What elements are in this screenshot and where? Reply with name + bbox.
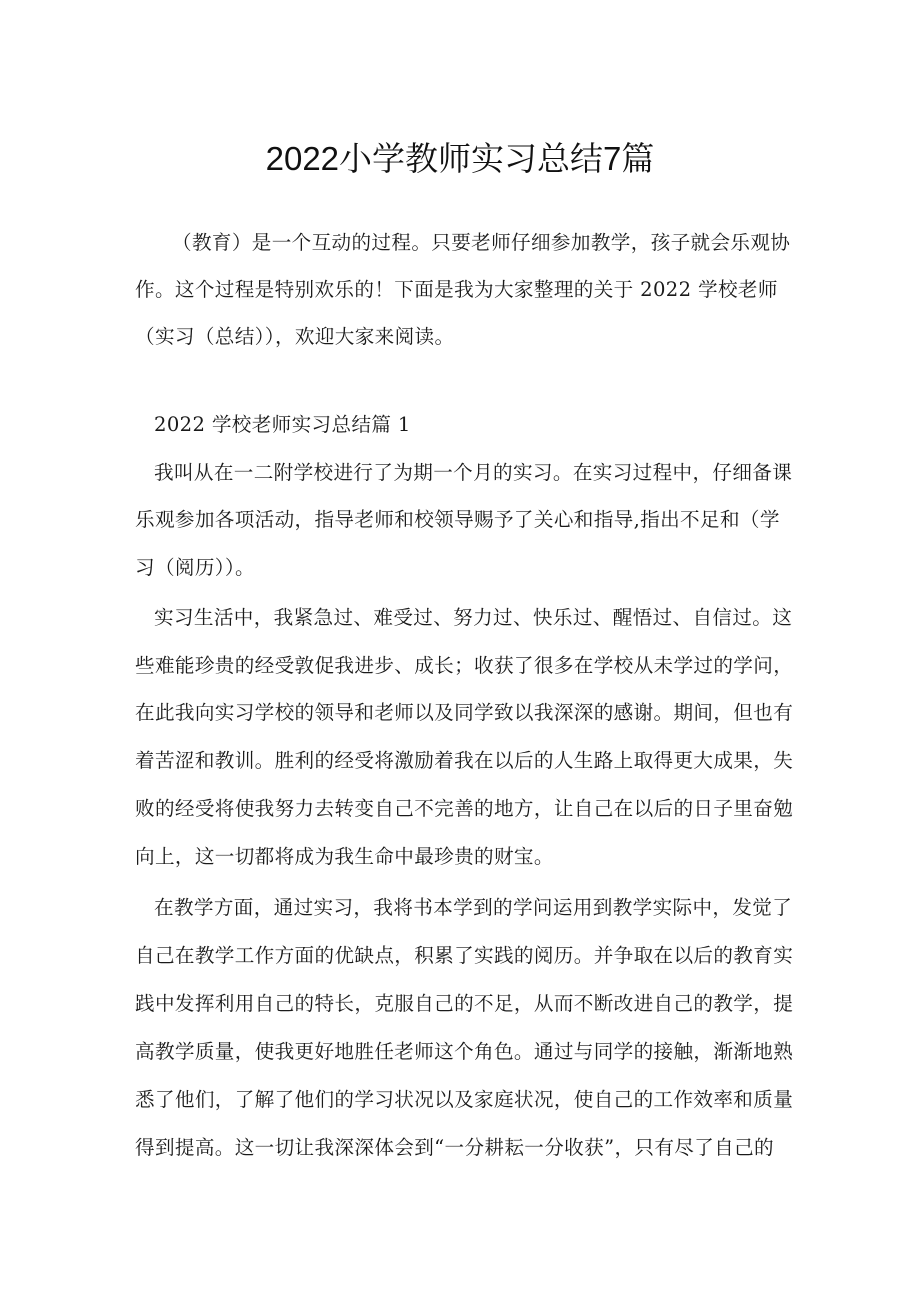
paragraph-3-line-2: 自己在教学工作方面的优缺点，积累了实践的阅历。并争取在以后的教育实 xyxy=(135,944,794,967)
paragraph-1-line-1: 我叫从在一二附学校进行了为期一个月的实习。在实习过程中，仔细备课 xyxy=(154,461,793,484)
paragraph-2-line-2: 些难能珍贵的经受敦促我进步、成长；收获了很多在学校从未学过的学问， xyxy=(135,654,794,677)
paragraph-3-line-4: 高教学质量，使我更好地胜任老师这个角色。通过与同学的接触，渐渐地熟 xyxy=(135,1040,794,1063)
intro-line-1: （教育）是一个互动的过程。只要老师仔细参加教学，孩子就会乐观协 xyxy=(172,231,791,254)
paragraph-2-line-6: 向上，这一切都将成为我生命中最珍贵的财宝。 xyxy=(135,845,554,868)
paragraph-2-line-1: 实习生活中，我紧急过、难受过、努力过、快乐过、醒悟过、自信过。这 xyxy=(154,606,793,629)
paragraph-2-line-5: 败的经受将使我努力去转变自己不完善的地方，让自己在以后的日子里奋勉 xyxy=(135,797,794,820)
intro-line-3: （实习（总结）），欢迎大家来阅读。 xyxy=(135,325,455,348)
document-title: 2022小学教师实习总结7篇 xyxy=(265,140,655,177)
paragraph-3-line-6: 得到提高。这一切让我深深体会到“一分耕耘一分收获”，只有尽了自己的 xyxy=(135,1136,774,1159)
paragraph-1-line-3: 习（阅历））。 xyxy=(135,556,256,579)
paragraph-1-line-2: 乐观参加各项活动，指导老师和校领导赐予了关心和指导,指出不足和（学 xyxy=(135,508,780,531)
paragraph-3-line-1: 在教学方面，通过实习，我将书本学到的学问运用到教学实际中，发觉了 xyxy=(154,896,793,919)
paragraph-3-line-5: 悉了他们，了解了他们的学习状况以及家庭状况，使自己的工作效率和质量 xyxy=(135,1088,794,1111)
paragraph-2-line-3: 在此我向实习学校的领导和老师以及同学致以我深深的感谢。期间，但也有 xyxy=(135,701,794,724)
paragraph-2-line-4: 着苦涩和教训。胜利的经受将激励着我在以后的人生路上取得更大成果，失 xyxy=(135,749,794,772)
section-heading: 2022 学校老师实习总结篇 1 xyxy=(154,413,411,436)
intro-line-2: 作。这个过程是特别欢乐的！下面是我为大家整理的关于 2022 学校老师 xyxy=(135,278,778,301)
paragraph-3-line-3: 践中发挥利用自己的特长，克服自己的不足，从而不断改进自己的教学，提 xyxy=(135,992,794,1015)
